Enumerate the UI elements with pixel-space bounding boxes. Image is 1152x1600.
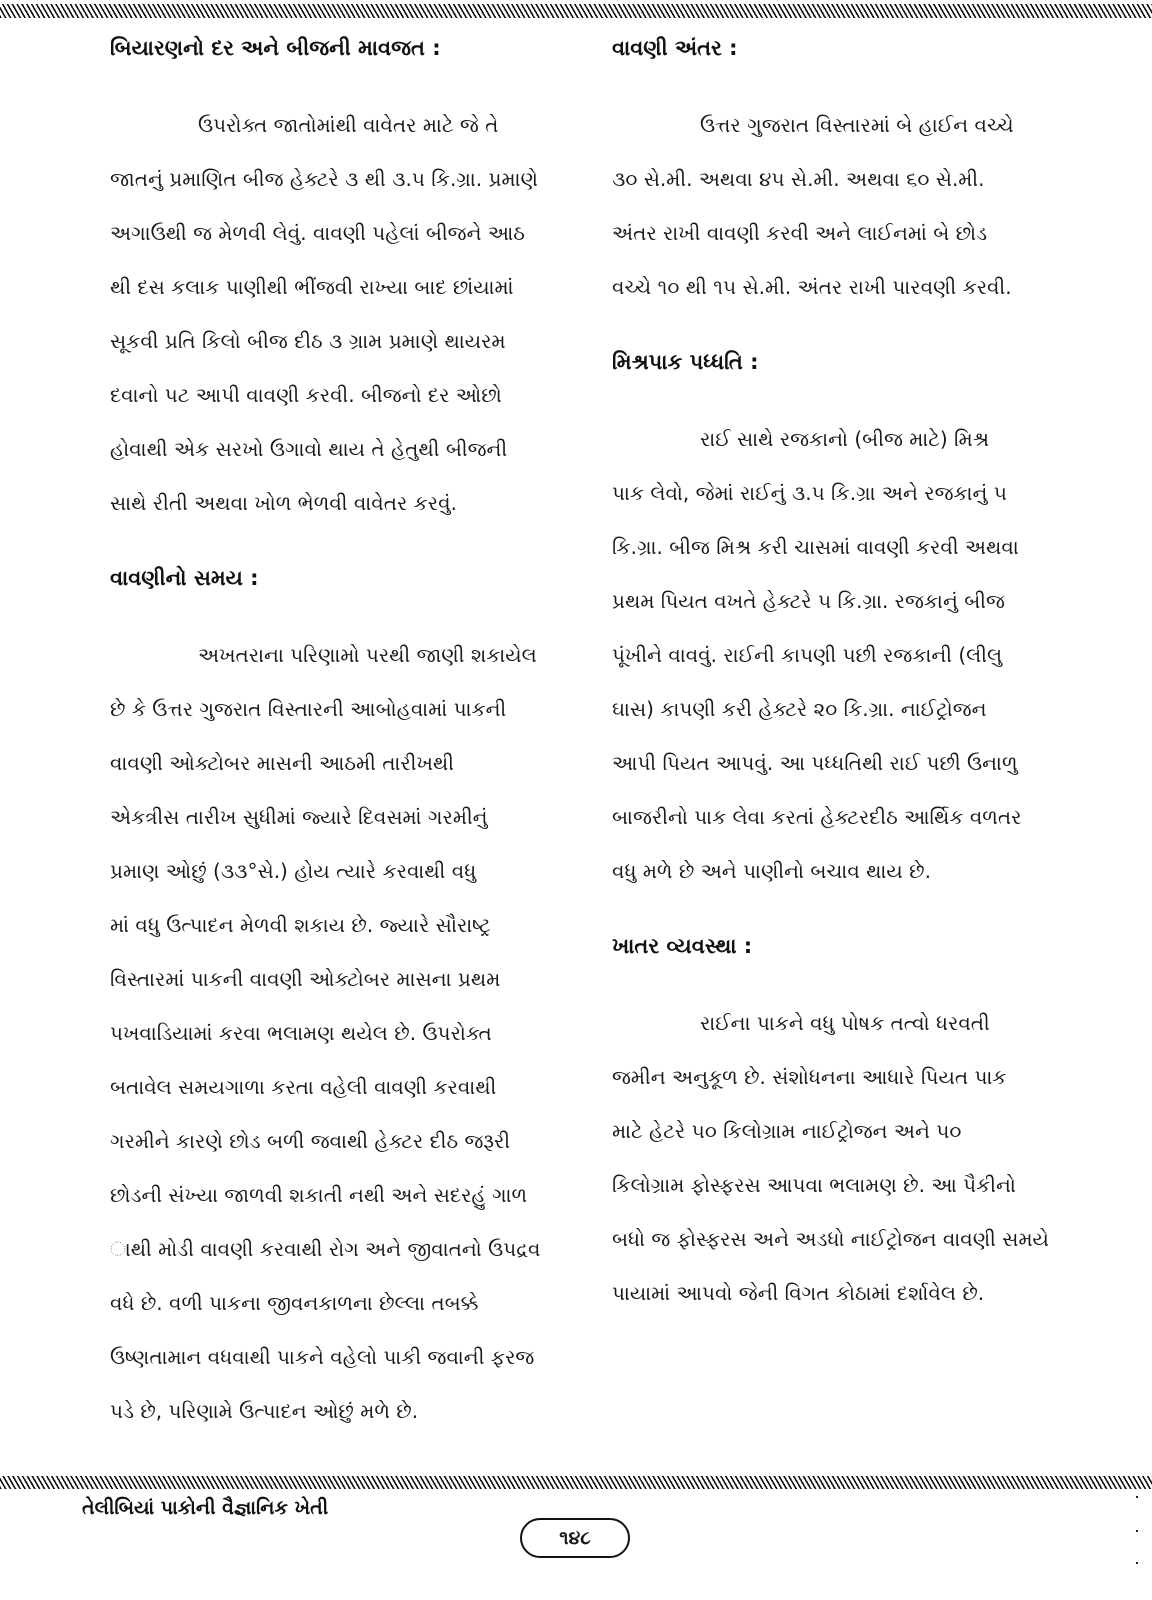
text-line: માં વધુ ઉત્પાદન મેળવી શકાય છે. જ્યારે સૌરાષ્ટ્ર [110,913,491,937]
text-line: ાથી મોડી વાવણી કરવાથી રોગ અને જીવાતનો ઉપદ્રવ [110,1237,541,1261]
text-line: કિલોગ્રામ ફોસ્ફરસ આપવા ભલામણ છે. આ પૈકીનો [612,1173,1016,1197]
left-column [110,28,600,1438]
text-line: વધે છે. વળી પાકના જીવનકાળના છેલ્લા તબક્કે [110,1291,479,1315]
heading-fertilizer: ખાતર વ્યવસ્થા : [612,934,753,958]
text-line: વિસ્તારમાં પાકની વાવણી ઓક્ટોબર માસના પ્રથમ [110,967,501,991]
scan-speck [1136,1562,1138,1564]
text-line: પખવાડિયામાં કરવા ભલામણ થયેલ છે. ઉપરોક્ત [110,1021,492,1045]
text-line: હોવાથી એક સરખો ઉગાવો થાય તે હેતુથી બીજની [110,437,508,461]
heading-mixed-cropping: મિશ્રપાક પધ્ધતિ : [612,350,759,374]
paragraph-seed-rate [110,98,600,530]
text-line: સાથે રીતી અથવા ખોળ ભેળવી વાવેતર કરવું. [110,491,457,515]
text-line: ઘાસ) કાપણી કરી હેક્ટરે ૨૦ કિ.ગ્રા. નાઈટ્રોજન [612,697,987,721]
scan-speck [1136,1530,1138,1532]
bottom-border-hatch [0,1476,1152,1489]
text-line: વધુ મળે છે અને પાણીનો બચાવ થાય છે. [612,859,931,883]
text-line: જાતનું પ્રમાણિત બીજ હેક્ટરે ૩ થી ૩.૫ કિ.ગ્રા. પ્રમાણે [110,167,538,191]
text-line: ૩૦ સે.મી. અથવા ૪૫ સે.મી. અથવા ૬૦ સે.મી. [612,167,985,191]
text-line: રાઈના પાકને વધુ પોષક તત્વો ધરવતી [700,1011,990,1035]
heading-sowing-time: વાવણીનો સમય : [110,566,259,590]
heading-sowing-spacing: વાવણી અંતર : [612,36,738,60]
paragraph-sowing-time [110,628,600,1438]
text-line: સૂકવી પ્રતિ કિલો બીજ દીઠ ૩ ગ્રામ પ્રમાણે થાયરમ [110,329,506,353]
text-line: થી દસ કલાક પાણીથી ભીંજવી રાખ્યા બાદ છાંયામાં [110,275,514,299]
text-line: વાવણી ઓક્ટોબર માસની આઠમી તારીખથી [110,751,454,775]
text-line: કિ.ગ્રા. બીજ મિશ્ર કરી ચાસમાં વાવણી કરવી અથવા [612,535,1019,559]
text-line: બાજરીનો પાક લેવા કરતાં હેક્ટરદીઠ આર્થિક વળતર [612,805,1022,829]
text-line: પૂંખીને વાવવું. રાઈની કાપણી પછી રજકાની (લીલુ [612,643,1003,667]
text-line: ઉષ્ણતામાન વધવાથી પાકને વહેલો પાકી જવાની ફરજ [110,1345,535,1369]
text-line: અંતર રાખી વાવણી કરવી અને લાઈનમાં બે છોડ [612,221,988,245]
text-line: પાક લેવો, જેમાં રાઈનું ૩.૫ કિ.ગ્રા અને રજકાનું ૫ [612,481,1007,505]
text-line: માટે હેટરે ૫૦ કિલોગ્રામ નાઈટ્રોજન અને ૫૦ [612,1119,962,1143]
paragraph-mixed-cropping [612,412,1102,898]
text-line: પ્રમાણ ઓછું (૩૩°સે.) હોય ત્યારે કરવાથી વધુ [110,859,477,883]
page-number: ૧૪૮ [520,1518,630,1558]
text-line: છે કે ઉત્તર ગુજરાત વિસ્તારની આબોહવામાં પાકની [110,697,507,721]
footer-book-title: તેલીબિયાં પાકોની વૈજ્ઞાનિક ખેતી [82,1497,329,1519]
top-border-hatch [0,4,1152,18]
text-line: આપી પિયત આપવું. આ પધ્ધતિથી રાઈ પછી ઉનાળુ [612,751,1018,775]
text-line: ગરમીને કારણે છોડ બળી જવાથી હેક્ટર દીઠ જરૂરી [110,1129,511,1153]
text-line: છોડની સંખ્યા જાળવી શકાતી નથી અને સદરહું ગાળ [110,1183,528,1207]
text-line: વચ્ચે ૧૦ થી ૧૫ સે.મી. અંતર રાખી પારવણી કરવી. [612,275,1012,299]
text-line: જમીન અનુકૂળ છે. સંશોધનના આધારે પિયત પાક [612,1065,1007,1089]
heading-seed-rate: બિયારણનો દર અને બીજની માવજત : [110,36,441,60]
text-line: બતાવેલ સમયગાળા કરતા વહેલી વાવણી કરવાથી [110,1075,497,1099]
text-line: ઉત્તર ગુજરાત વિસ્તારમાં બે હાઈન વચ્ચે [700,113,1014,137]
text-line: અખતરાના પરિણામો પરથી જાણી શકાયેલ [198,643,537,667]
right-column [612,28,1102,1320]
text-line: પડે છે, પરિણામે ઉત્પાદન ઓછું મળે છે. [110,1399,419,1423]
paragraph-fertilizer [612,996,1102,1320]
paragraph-sowing-spacing [612,98,1102,314]
text-line: દવાનો પટ આપી વાવણી કરવી. બીજનો દર ઓછો [110,383,502,407]
scan-speck [1136,1496,1138,1498]
text-line: ઉપરોક્ત જાતોમાંથી વાવેતર માટે જે તે [198,113,499,137]
text-line: એકત્રીસ તારીખ સુધીમાં જ્યારે દિવસમાં ગરમીનું [110,805,488,829]
text-line: અગાઉથી જ મેળવી લેવું. વાવણી પહેલાં બીજને આઠ [110,221,525,245]
text-line: પ્રથમ પિયત વખતે હેક્ટરે ૫ કિ.ગ્રા. રજકાનું બીજ [612,589,1005,613]
text-line: બધો જ ફોસ્ફરસ અને અડધો નાઈટ્રોજન વાવણી સમયે [612,1227,1049,1251]
text-line: રાઈ સાથે રજકાનો (બીજ માટે) મિશ્ર [700,427,989,451]
text-line: પાયામાં આપવો જેની વિગત કોઠામાં દર્શાવેલ છે. [612,1281,985,1305]
